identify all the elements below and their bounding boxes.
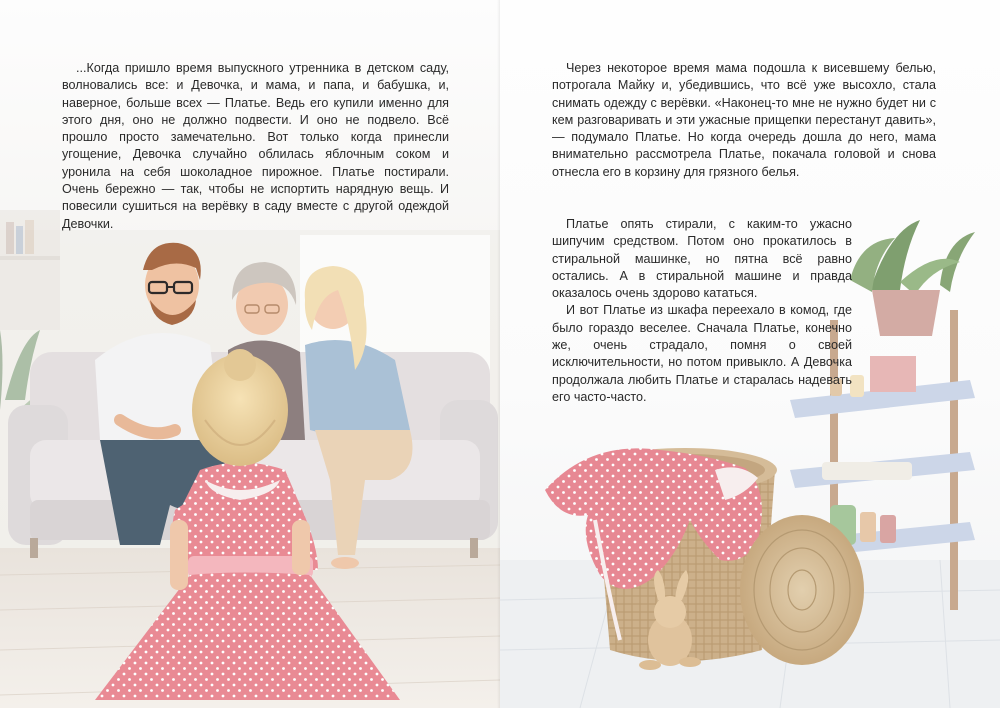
right-page xyxy=(500,0,1000,708)
right-paragraph-2: Платье опять стирали, с каким-то ужасно шипучим средством. Потом оно прокатилось в стиральной машинке, но пятна всё равно остались. А в стиральной машине и правда оказалось очень здорово кататься. xyxy=(552,217,852,301)
bookshelf xyxy=(0,210,60,330)
right-page-text-middle xyxy=(552,216,852,406)
left-page-text xyxy=(62,60,449,233)
right-paragraph-3: И вот Платье из шкафа переехало в комод, где было гораздо веселее. Сначала Платье, конечно же, очень страдало, помня о своей исключительности, но потом привыкло. А Девочка продолжала любить Платье и старалась надевать его часто-часто. xyxy=(552,303,852,404)
basket-lid xyxy=(740,515,864,665)
right-paragraph-1: Через некоторое время мама подошла к висевшему белью, потрогала Майку и, убедившись, что всё уже высохло, стала снимать одежду с верёвки. «Наконец-то мне не нужно будет ни с кем разговаривать и эти ужасные прищепки перестанут давить», — подумало Платье. Но когда очередь дошла до него, мама внимательно рассмотрела Платье, покачала головой и снова отнесла его в корзину для грязного белья. xyxy=(552,61,936,179)
right-page-text-top xyxy=(552,60,936,181)
left-paragraph-1: ...Когда пришло время выпускного утренника в детском саду, волновались все: и Девочка, и мама, и папа, и бабушка, и, наверное, больше всех — Платье. Ведь его купили именно для этого дня, оно не должно подвести. И оно не подвело. Всё прошло просто замечательно. Вот только когда принесли угощение, Девочка случайно облилась яблочным соком и уронила на себя шоколадное пирожное. Платье постирали. Очень бережно — так, чтобы не испортить нарядную вещь. И повесили сушиться на верёвку в саду вместе с другой одеждой Девочки. xyxy=(62,61,449,231)
